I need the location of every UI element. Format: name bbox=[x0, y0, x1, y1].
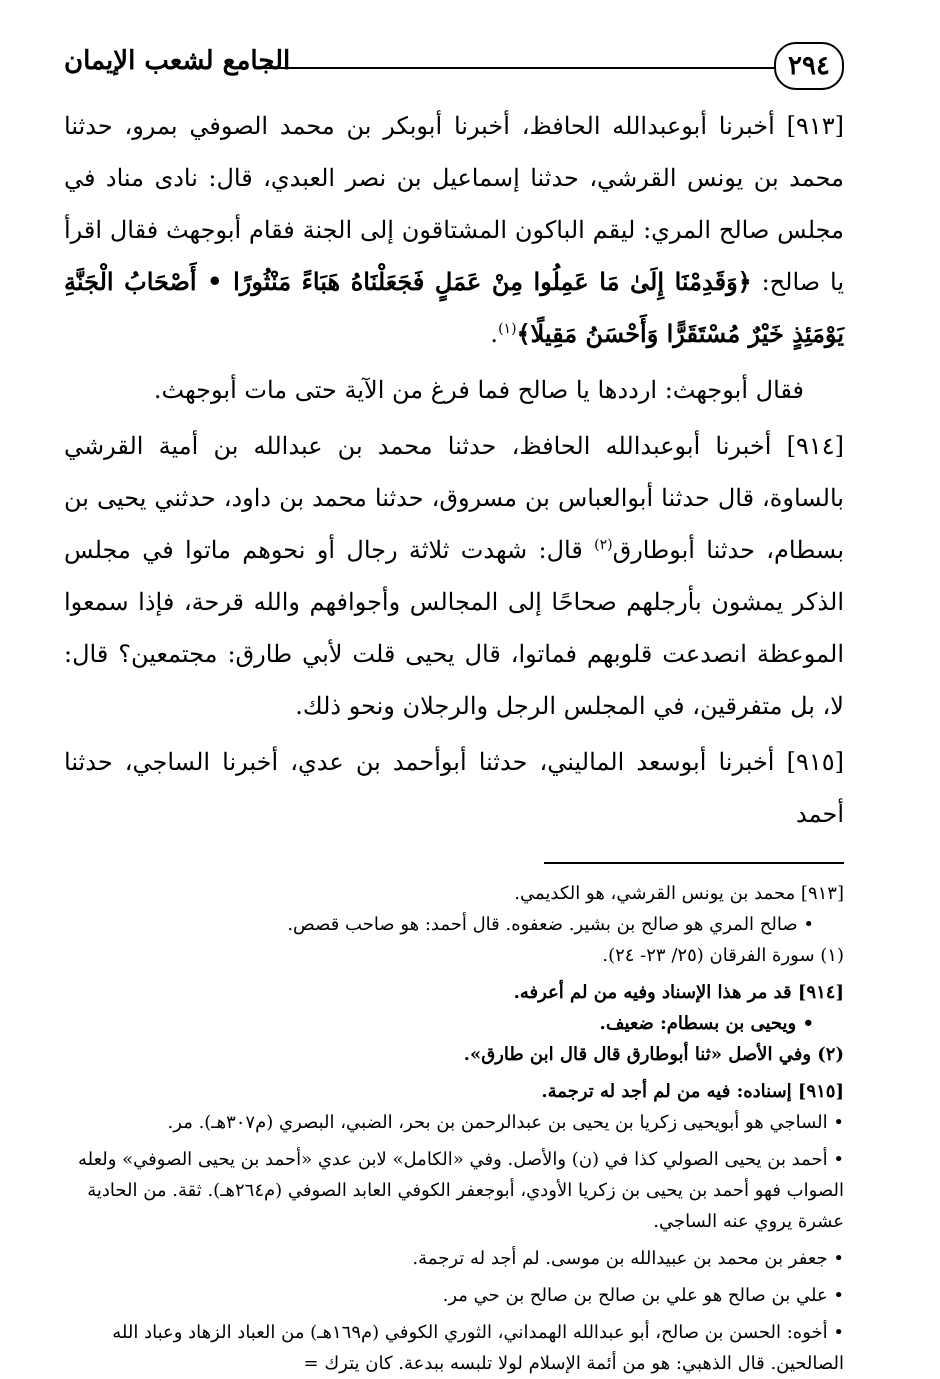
footnote-2: (٢) وفي الأصل «ثنا أبوطارق قال قال ابن طارق». bbox=[463, 1044, 844, 1065]
hadith-914-isnad: [٩١٤] أخبرنا أبوعبدالله الحافظ، حدثنا محمد بن عبدالله بن أمية القرشي بالساوة، قال حدثنا أبوالعباس بن مسروق، حدثنا محمد بن داود، حدثني يحيى بن بسطام، حدثنا أبوطارق bbox=[64, 432, 844, 564]
footnote-914-line: [٩١٤] قد مر هذا الإسناد وفيه من لم أعرفه. bbox=[513, 982, 844, 1003]
footnote-914-bullet: • ويحيى بن بسطام: ضعيف. bbox=[599, 1013, 814, 1034]
footnote-915-bullet-jafar: • جعفر بن محمد بن عبيدالله بن موسى. لم أجد له ترجمة. bbox=[412, 1248, 844, 1269]
page-number: ٢٩٤ bbox=[774, 42, 844, 90]
footnote-915-bullet-ali: • علي بن صالح هو علي بن صالح بن صالح بن حي مر. bbox=[442, 1285, 844, 1306]
quran-verse: ﴿وَقَدِمْنَا إِلَىٰ مَا عَمِلُوا مِنْ عَمَلٍ فَجَعَلْنَاهُ هَبَاءً مَنْثُورًا • أَصْحَابُ الْجَنَّةِ يَوْمَئِذٍ خَيْرٌ مُسْتَقَرًّا وَأَحْسَنُ مَقِيلًا﴾ bbox=[64, 267, 844, 348]
footnote-915-bullet-ahmad: • أحمد بن يحيى الصولي كذا في (ن) والأصل. وفي «الكامل» لابن عدي «أحمد بن يحيى الصوفي» ولعله الصواب فهو أحمد بن يحيى بن زكريا الأودي، أبوجعفر الكوفي العابد الصوفي (م٢٦٤هـ). ثقة. من الحادية عشرة يروي عنه الساجي. bbox=[77, 1149, 844, 1232]
page-header bbox=[64, 40, 844, 100]
footnote-913-bullet: • صالح المري هو صالح بن بشير. ضعفوه. قال أحمد: هو صاحب قصص. bbox=[287, 914, 814, 935]
footnote-915-bullet-hasan: • أخوه: الحسن بن صالح، أبو عبدالله الهمداني، الثوري الكوفي (م١٦٩هـ) من العباد الزهاد وعباد الله الصالحين. قال الذهبي: هو من أئمة الإسلام لولا تلبسه ببدعة. كان يترك = bbox=[112, 1322, 844, 1374]
footnote-separator bbox=[544, 862, 844, 864]
hadith-914 bbox=[64, 420, 844, 732]
book-page bbox=[64, 40, 844, 1379]
hadith-913-continuation: فقال أبوجهث: ارددها يا صالح فما فرغ من الآية حتى مات أبوجهث. bbox=[153, 376, 804, 404]
header-rule bbox=[254, 67, 774, 69]
hadith-914-text: قال: شهدت ثلاثة رجال أو نحوهم ماتوا في مجلس الذكر يمشون بأرجلهم صحاحًا إلى المجالس وأجوافهم والله قرحة، فإذا سمعوا الموعظة انصدعت قلوبهم فماتوا، قال يحيى قلت لأبي طارق: مجتمعين؟ قال: لا، بل متفرقين، في المجلس الرجل والرجلان ونحو ذلك. bbox=[64, 536, 844, 720]
footnote-ref-2: (٢) bbox=[594, 537, 613, 553]
footnote-915-bullet-sajji: • الساجي هو أبويحيى زكريا بن يحيى بن عبدالرحمن بن بحر، الضبي، البصري (م٣٠٧هـ). مر. bbox=[167, 1112, 844, 1133]
footnote-915-line: [٩١٥] إسناده: فيه من لم أجد له ترجمة. bbox=[541, 1081, 844, 1102]
running-title: الجامع لشعب الإيمان bbox=[64, 46, 291, 76]
footnote-1: (١) سورة الفرقان (٢٥/ ٢٣- ٢٤). bbox=[602, 945, 844, 966]
footnote-913-line: [٩١٣] محمد بن يونس القرشي، هو الكديمي. bbox=[514, 883, 844, 904]
hadith-913-text: [٩١٣] أخبرنا أبوعبدالله الحافظ، أخبرنا أبوبكر بن محمد الصوفي بمرو، حدثنا محمد بن يونس القرشي، حدثنا إسماعيل بن نصر العبدي، قال: نادى مناد في مجلس صالح المري: ليقم الباكون المشتاقون إلى الجنة فقام أبوجهث فقال اقرأ يا صالح: bbox=[64, 112, 844, 296]
footnotes bbox=[64, 878, 844, 1379]
hadith-915: [٩١٥] أخبرنا أبوسعد الماليني، حدثنا أبوأحمد بن عدي، أخبرنا الساجي، حدثنا أحمد bbox=[64, 748, 844, 828]
hadith-913: [٩١٣] أخبرنا أبوعبدالله الحافظ، أخبرنا أبوبكر بن محمد الصوفي بمرو، حدثنا محمد بن يونس القرشي، حدثنا إسماعيل بن نصر العبدي، قال: نادى مناد في مجلس صالح المري: ليقم الباكون المشتاقون إلى الجنة فقام أبوجهث فقال اقرأ يا صالح: ﴿وَقَدِمْنَا إِلَىٰ مَا عَمِلُوا مِنْ عَمَلٍ فَجَعَلْنَاهُ هَبَاءً مَنْثُورًا • أَصْحَابُ الْجَنَّةِ يَوْمَئِذٍ خَيْرٌ مُسْتَقَرًّا وَأَحْسَنُ مَقِيلًا﴾$^{(١)}$. bbox=[64, 112, 844, 348]
footnote-ref-1: (١) bbox=[498, 321, 517, 337]
